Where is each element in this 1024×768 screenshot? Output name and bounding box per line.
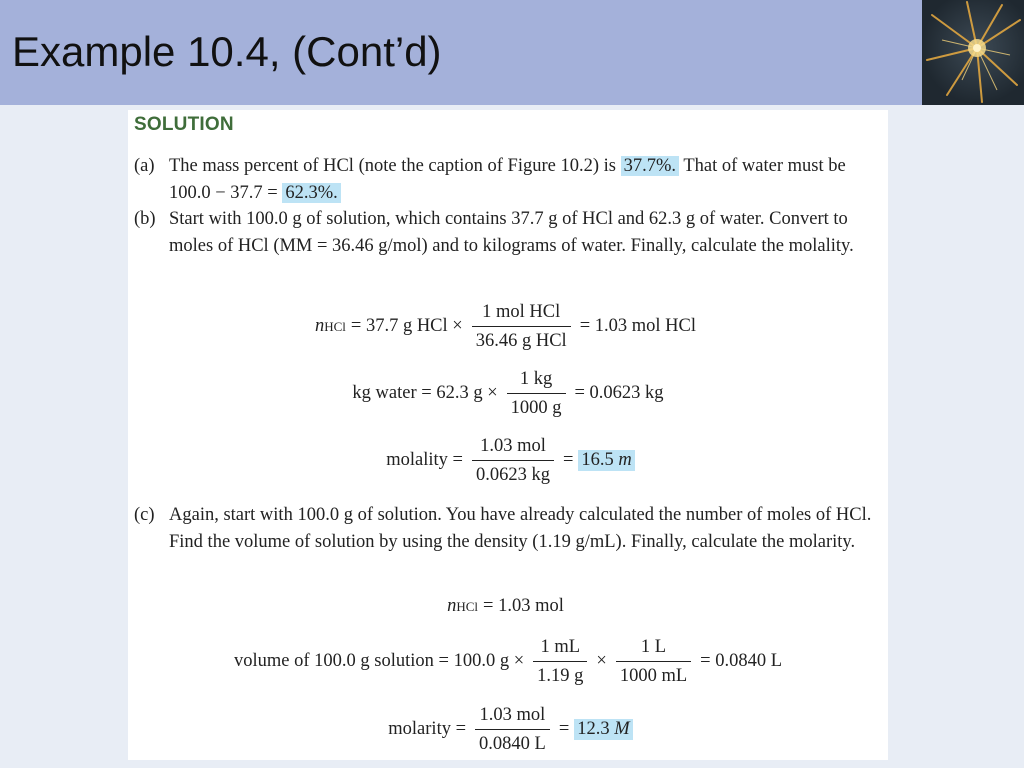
eq4-n: n bbox=[447, 596, 457, 616]
eq5-rhs: = 0.0840 L bbox=[700, 651, 782, 671]
molality-result-highlight bbox=[578, 450, 634, 471]
eq2-rhs: = 0.0623 kg bbox=[574, 383, 664, 403]
part-c-tag: (c) bbox=[134, 505, 155, 525]
eq5-lhs: volume of 100.0 g solution = 100.0 g × bbox=[233, 651, 525, 671]
molality-value: 16.5 bbox=[581, 450, 614, 470]
eq2-numerator: 1 kg bbox=[519, 369, 553, 389]
crystal-photo-graphic bbox=[922, 0, 1024, 105]
eq2-denominator: 1000 g bbox=[507, 393, 566, 419]
eq5-denominator-2: 1000 mL bbox=[616, 661, 691, 687]
eq3-numerator: 1.03 mol bbox=[480, 436, 546, 456]
eq6-equals: = bbox=[558, 719, 570, 739]
equation-n-hcl bbox=[128, 596, 888, 617]
eq5-numerator-2: 1 L bbox=[640, 637, 667, 657]
eq3-fraction bbox=[472, 435, 554, 486]
eq6-lhs: molarity = bbox=[388, 719, 467, 739]
equation-moles-hcl bbox=[128, 301, 888, 352]
mass-percent-hcl-highlight: 37.7%. bbox=[621, 156, 679, 176]
eq5-fraction-2 bbox=[616, 636, 691, 687]
equation-volume bbox=[128, 636, 888, 687]
eq3-equals: = bbox=[562, 450, 574, 470]
part-c bbox=[134, 502, 879, 555]
eq1-fraction bbox=[472, 301, 571, 352]
eq1-sub: HCl bbox=[324, 318, 346, 334]
molality-unit: m bbox=[618, 450, 632, 470]
eq2-lhs: kg water = 62.3 g × bbox=[352, 383, 498, 403]
slide-title: Example 10.4, (Cont’d) bbox=[12, 28, 442, 75]
corner-photo bbox=[922, 0, 1024, 105]
equation-kg-water bbox=[128, 368, 888, 419]
eq4-sub: HCl bbox=[456, 598, 479, 614]
part-c-text: Again, start with 100.0 g of solution. You have already calculated the number of moles of HCl. Find the volume of solution by using the density (1.19 g/mL). Finally, calculate the molarity. bbox=[169, 505, 872, 552]
molarity-result-highlight bbox=[574, 719, 632, 740]
solution-panel bbox=[128, 110, 888, 760]
part-a-tag: (a) bbox=[134, 156, 155, 176]
eq2-fraction bbox=[507, 368, 566, 419]
eq1-rhs: = 1.03 mol HCl bbox=[579, 316, 697, 336]
part-b-text: Start with 100.0 g of solution, which contains 37.7 g of HCl and 62.3 g of water. Convert to moles of HCl (MM = 36.46 g/mol) and to kilograms of water. Finally, calculate the molality. bbox=[169, 209, 854, 256]
part-a bbox=[134, 153, 879, 206]
eq1-denominator: 36.46 g HCl bbox=[472, 326, 571, 352]
eq6-numerator: 1.03 mol bbox=[479, 705, 546, 725]
part-a-text-1: The mass percent of HCl (note the caption of Figure 10.2) is bbox=[169, 156, 616, 176]
eq4-rhs: = 1.03 mol bbox=[483, 596, 564, 616]
eq1-n: n bbox=[314, 316, 325, 336]
eq5-denominator-1: 1.19 g bbox=[533, 661, 587, 687]
eq3-lhs: molality = bbox=[386, 450, 463, 470]
eq6-fraction bbox=[475, 704, 550, 755]
eq1-numerator: 1 mol HCl bbox=[482, 302, 561, 322]
molarity-value: 12.3 bbox=[577, 719, 610, 739]
part-b bbox=[134, 206, 879, 259]
eq6-denominator: 0.0840 L bbox=[475, 729, 550, 755]
eq5-fraction-1 bbox=[533, 636, 587, 687]
part-a-text-2: That of water must be 100.0 − 37.7 = bbox=[169, 156, 846, 203]
part-b-tag: (b) bbox=[134, 209, 156, 229]
eq5-times: × bbox=[596, 651, 607, 671]
slide-header bbox=[0, 0, 922, 105]
solution-heading: SOLUTION bbox=[134, 114, 234, 135]
equation-molality bbox=[128, 435, 888, 486]
eq3-denominator: 0.0623 kg bbox=[472, 460, 554, 486]
eq1-mid: = 37.7 g HCl × bbox=[350, 316, 463, 336]
equation-molarity bbox=[128, 704, 888, 755]
molarity-unit: M bbox=[614, 719, 630, 739]
eq5-numerator-1: 1 mL bbox=[540, 637, 581, 657]
mass-percent-water-highlight: 62.3%. bbox=[282, 183, 340, 203]
